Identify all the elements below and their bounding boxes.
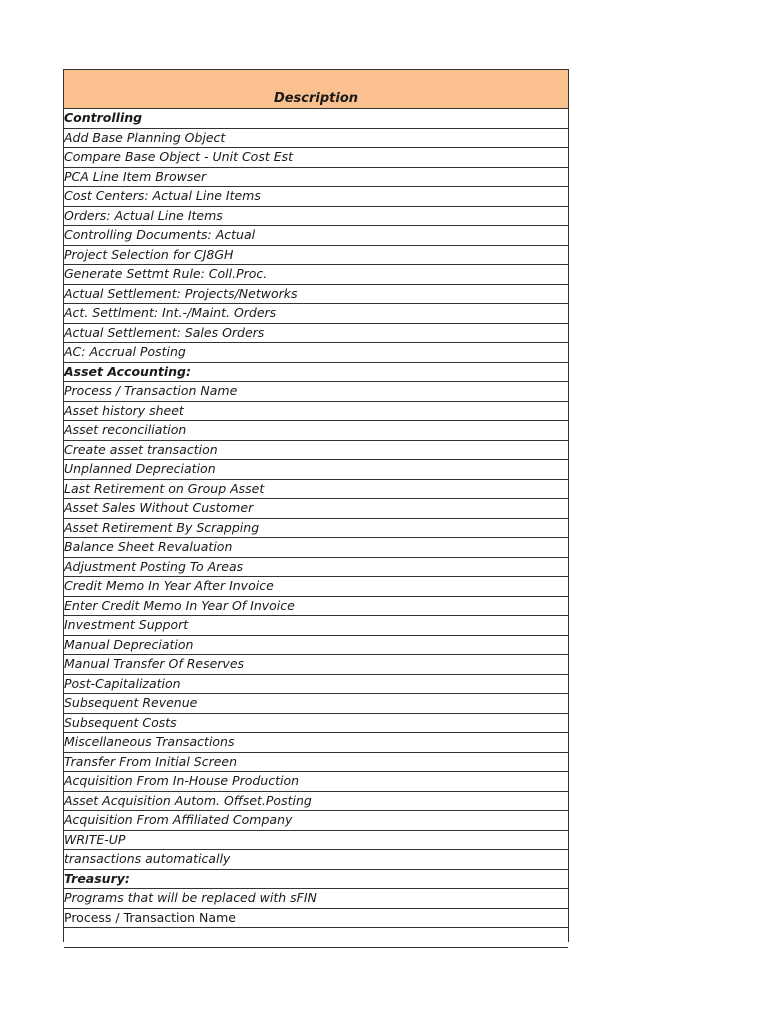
table-cell[interactable] <box>64 928 568 948</box>
table-cell[interactable]: Transfer From Initial Screen <box>64 753 568 773</box>
table-cell[interactable]: Asset Sales Without Customer <box>64 499 568 519</box>
table-cell[interactable]: Miscellaneous Transactions <box>64 733 568 753</box>
table-cell[interactable]: Credit Memo In Year After Invoice <box>64 577 568 597</box>
table-cell[interactable]: Asset history sheet <box>64 402 568 422</box>
table-cell[interactable]: Subsequent Costs <box>64 714 568 734</box>
table-cell[interactable]: Process / Transaction Name <box>64 382 568 402</box>
table-cell[interactable]: Acquisition From Affiliated Company <box>64 811 568 831</box>
header-title: Description <box>273 91 359 106</box>
table-cell[interactable]: Post-Capitalization <box>64 675 568 695</box>
table-cell[interactable]: Last Retirement on Group Asset <box>64 480 568 500</box>
table-cell[interactable]: Balance Sheet Revaluation <box>64 538 568 558</box>
table-cell[interactable]: Controlling Documents: Actual <box>64 226 568 246</box>
table-cell[interactable]: Actual Settlement: Sales Orders <box>64 324 568 344</box>
table-cell[interactable]: AC: Accrual Posting <box>64 343 568 363</box>
table-cell[interactable]: Unplanned Depreciation <box>64 460 568 480</box>
table-cell[interactable]: Add Base Planning Object <box>64 129 568 149</box>
table-cell[interactable]: PCA Line Item Browser <box>64 168 568 188</box>
table-cell[interactable]: Create asset transaction <box>64 441 568 461</box>
description-column-header[interactable] <box>64 70 568 109</box>
table-cell[interactable]: Asset reconciliation <box>64 421 568 441</box>
section-header-cell[interactable]: Treasury: <box>64 870 568 890</box>
table-cell[interactable]: Generate Settmt Rule: Coll.Proc. <box>64 265 568 285</box>
table-cell[interactable]: WRITE-UP <box>64 831 568 851</box>
table-cell[interactable]: Enter Credit Memo In Year Of Invoice <box>64 597 568 617</box>
table-body <box>64 109 568 948</box>
table-cell[interactable]: Orders: Actual Line Items <box>64 207 568 227</box>
table-cell[interactable]: Acquisition From In-House Production <box>64 772 568 792</box>
section-header-cell[interactable]: Asset Accounting: <box>64 363 568 383</box>
table-cell[interactable]: Manual Transfer Of Reserves <box>64 655 568 675</box>
table-cell[interactable]: Asset Retirement By Scrapping <box>64 519 568 539</box>
table-cell[interactable]: Adjustment Posting To Areas <box>64 558 568 578</box>
section-header-cell[interactable]: Controlling <box>64 109 568 129</box>
table-cell[interactable]: Subsequent Revenue <box>64 694 568 714</box>
table-cell[interactable]: Manual Depreciation <box>64 636 568 656</box>
table-cell[interactable]: Cost Centers: Actual Line Items <box>64 187 568 207</box>
table-cell[interactable]: Compare Base Object - Unit Cost Est <box>64 148 568 168</box>
table-cell[interactable]: Programs that will be replaced with sFIN <box>64 889 568 909</box>
table-cell[interactable]: Project Selection for CJ8GH <box>64 246 568 266</box>
table-cell[interactable]: Asset Acquisition Autom. Offset.Posting <box>64 792 568 812</box>
table-cell[interactable]: transactions automatically <box>64 850 568 870</box>
table-cell[interactable]: Process / Transaction Name <box>64 909 568 929</box>
table-cell[interactable]: Act. Settlment: Int.-/Maint. Orders <box>64 304 568 324</box>
table-cell[interactable]: Actual Settlement: Projects/Networks <box>64 285 568 305</box>
table-cell[interactable]: Investment Support <box>64 616 568 636</box>
spreadsheet-table <box>63 69 569 942</box>
